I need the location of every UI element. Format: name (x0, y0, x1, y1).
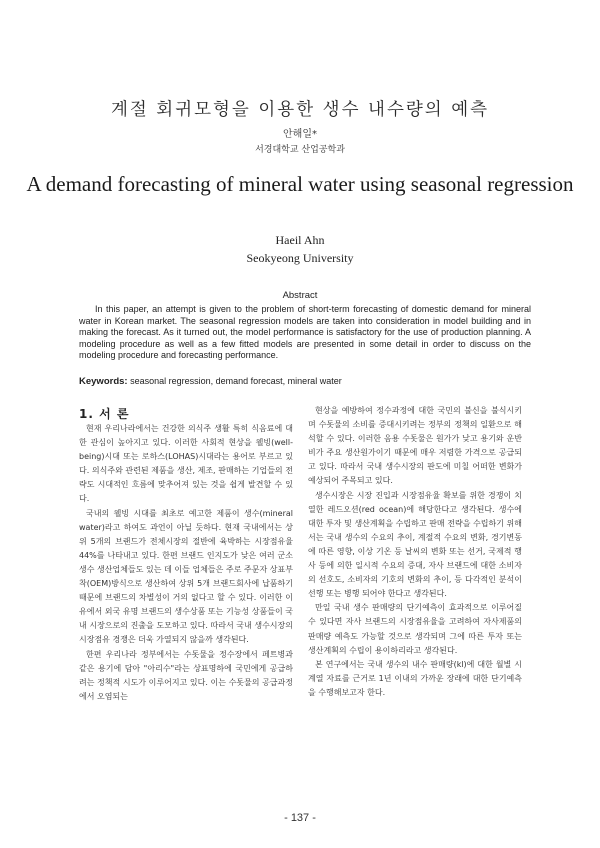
paragraph: 생수시장은 시장 진입과 시장점유율 확보를 위한 경쟁이 치열한 레드오션(red ocean)에 해당한다고 생각된다. 생수에 대한 투자 및 생산계획을 수립하고 판매 전략을 수립하기 위해서는 국내 생수의 수요의 추이, 계절적 수요의 변화, 경기변동에 따른 영향, 이상 기온 등 날씨의 변화 또는 선거, 국제적 행사 등에 의한 일시적 수요의 증대, 자사 브랜드에 대한 소비자의 선호도, 소비자의 기호의 변화의 추이, 등 다각적인 분석이 선행 또는 병행 되어야 한다고 생각된다. (308, 490, 522, 599)
english-affiliation: Seokyeong University (246, 251, 354, 265)
left-column (79, 422, 293, 704)
page-number: - 137 - (284, 812, 316, 824)
paragraph: 한편 우리나라 정부에서는 수돗물을 정수장에서 페트병과 같은 용기에 담아 "아리수"라는 상표명하에 국민에게 공급하려는 정책적 시도가 이루어지고 있다. 이는 수돗물의 공급과정에서 오염되는 (79, 649, 293, 701)
right-column (308, 404, 522, 700)
english-title (0, 169, 600, 200)
abstract-heading: Abstract (282, 290, 318, 301)
section-heading: 1. 서 론 (79, 407, 130, 421)
paragraph: 만일 국내 생수 판매량의 단기예측이 효과적으로 이루어질 수 있다면 자사 브랜드의 시장점유율을 고려하여 자사제품의 판매량 예측도 가능할 것으로 생각되며 그에 따른 투자 또는 생산계획의 수립이 용이하리라고 생각된다. (308, 603, 522, 655)
keywords-line (79, 376, 531, 387)
keywords-text: seasonal regression, demand forecast, mineral water (130, 376, 342, 386)
paragraph: 현재 우리나라에서는 건강한 의식주 생활 특히 식음료에 대한 관심이 높아지고 있다. 이러한 사회적 현상을 웰빙(well-being)시대 또는 로하스(LOHAS)시대라는 용어로 부르고 있다. 의식주와 관련된 제품을 생산, 제조, 판매하는 기업들의 전략도 시대적인 흐름에 맞추어져 있는 것을 쉽게 발견할 수 있다. (79, 424, 293, 504)
keywords-label: Keywords: (79, 376, 128, 387)
korean-author: 안해일* (283, 129, 317, 140)
korean-title: 계절 회귀모형을 이용한 생수 내수량의 예측 (110, 100, 490, 120)
paragraph: 본 연구에서는 국내 생수의 내수 판매량(kl)에 대한 월별 시계열 자료를 근거로 1년 이내의 가까운 장래에 대한 단기예측을 수행해보고자 한다. (308, 659, 522, 697)
korean-affiliation: 서경대학교 산업공학과 (255, 145, 345, 155)
english-title-text: A demand forecasting of mineral water using seasonal regression (26, 172, 574, 196)
paragraph: 국내의 웰빙 시대를 최초로 예고한 제품이 생수(mineral water)라고 하여도 과언이 아닐 듯하다. 현재 국내에서는 상위 5개의 브랜드가 전체시장의 절반에 육박하는 시장점유율 44%를 나타내고 있다. 한편 브랜드 인지도가 낮은 여러 군소 생수 생산업체들도 있는 데 이들 업체들은 주로 주문자 상표부착(OEM)방식으로 생산하여 상위 5개 브랜드회사에 납품하기 때문에 브랜드의 차별성이 거의 없다고 할 수 있다. 이러한 이유에서 외국 유명 브랜드의 생수상품 또는 기능성 상품들이 국내 시장으로의 진출을 도모하고 있다. 따라서 국내 생수시장의 시장점유 경쟁은 더욱 가열되지 않을까 생각된다. (79, 508, 293, 645)
abstract-body: In this paper, an attempt is given to the problem of short-term forecasting of domestic demand for mineral water in Korean market. The seasonal regression models are taken into consideration in model building and in making the forecast. As it turned out, the model performance is satisfactory for the use of production planning. A modeling procedure as well as a few fitted models are presented in some detail in order to discuss on the modeling procedure and forecasting performance. (79, 304, 531, 361)
english-author: Haeil Ahn (275, 233, 325, 247)
paragraph: 현상을 예방하여 정수과정에 대한 국민의 불신을 불식시키며 수돗물의 소비를 증대시키려는 정부의 정책의 일환으로 해석할 수 있다. 이러한 음용 수돗물은 원가가 낮고 용기와 운반비가 주요 생산원가이기 때문에 매우 저렴한 가격으로 공급되고 있다. 따라서 국내 생수시장의 판도에 미칠 어떠한 변화가 예상되어 주목되고 있다. (308, 406, 522, 486)
